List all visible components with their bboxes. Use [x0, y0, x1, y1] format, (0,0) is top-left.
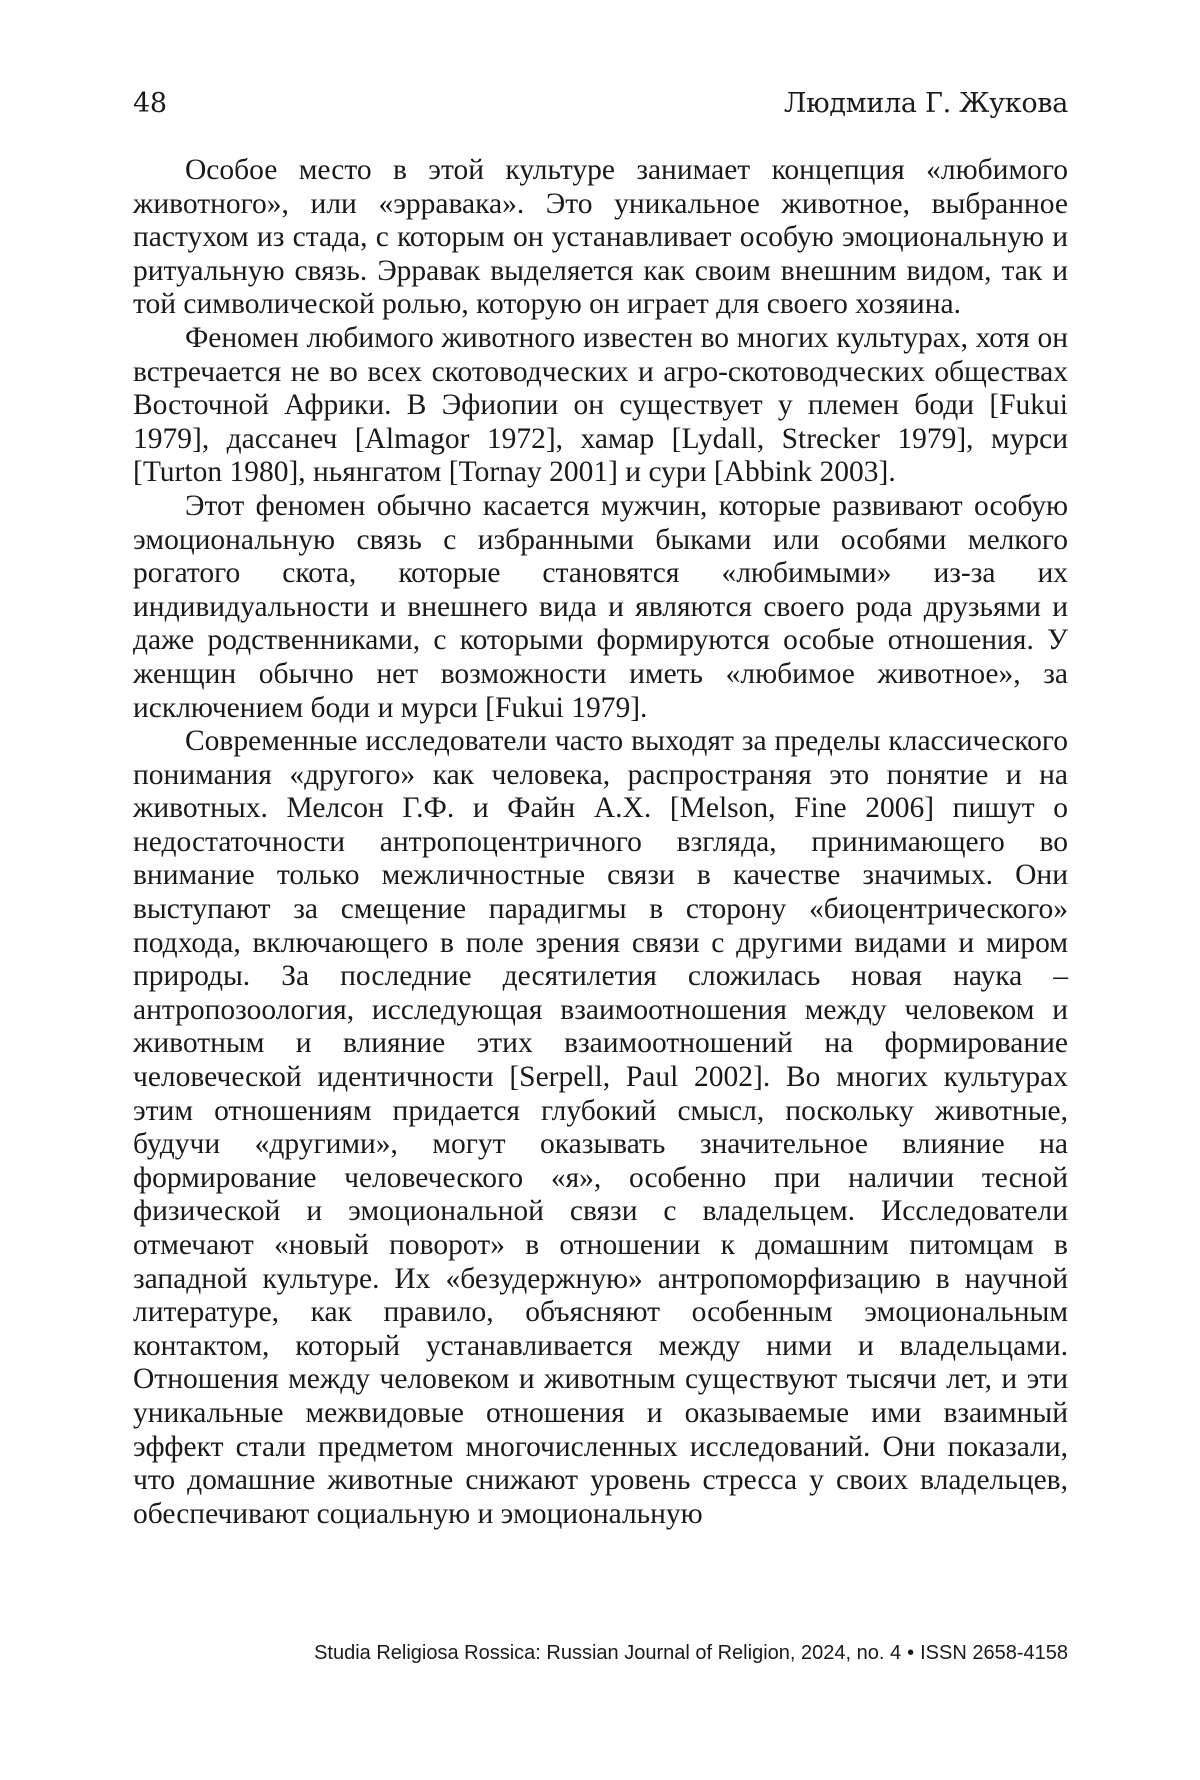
paragraph: Этот феномен обычно касается мужчин, которые развивают особую эмоциональную связь с избранными быками или особями мелкого рогатого скота, которые становятся «любимыми» из-за их индивидуальности и внешнего вида и являются своего рода друзьями и даже родственниками, с которыми формируются особые отношения. У женщин обычно нет возможности иметь «любимое животное», за исключением боди и мурси [Fukui 1979].	[133, 489, 1068, 724]
running-head	[133, 86, 1068, 122]
author-name: Людмила Г. Жукова	[783, 88, 1068, 119]
journal-page	[133, 0, 1068, 1780]
article-body	[133, 154, 1068, 1531]
issn: ISSN 2658-4158	[920, 1642, 1068, 1664]
paragraph: Феномен любимого животного известен во многих культурах, хотя он встречается не во всех скотоводческих и агро-скотоводческих обществах Восточной Африки. В Эфиопии он существует у племен боди [Fukui 1979], дассанеч [Almagor 1972], хамар [Lydall, Strecker 1979], мурси [Turton 1980], ньянгатом [Tornay 2001] и сури [Abbink 2003].	[133, 321, 1068, 489]
page-number: 48	[133, 88, 167, 119]
footer-separator: •	[907, 1642, 915, 1664]
page-footer	[314, 1640, 1068, 1666]
paragraph: Современные исследователи часто выходят за пределы классического понимания «другого» как человека, распространяя это понятие и на животных. Мелсон Г.Ф. и Файн А.Х. [Melson, Fine 2006] пишут о недостаточности антропоцентричного взгляда, принимающего во внимание только межличностные связи в качестве значимых. Они выступают за смещение парадигмы в сторону «биоцентрического» подхода, включающего в поле зрения связи с другими видами и миром природы. За последние десятилетия сложилась новая наука – антропозоология, исследующая взаимоотношения между человеком и животным и влияние этих взаимоотношений на формирование человеческой идентичности [Serpell, Paul 2002]. Во многих культурах этим отношениям придается глубокий смысл, поскольку животные, будучи «другими», могут оказывать значительное влияние на формирование человеческого «я», особенно при наличии тесной физической и эмоциональной связи с владельцем. Исследователи отмечают «новый поворот» в отношении к домашним питомцам в западной культуре. Их «безудержную» антропоморфизацию в научной литературе, как правило, объясняют особенным эмоциональным контактом, который устанавливается между ними и владельцами. Отношения между человеком и животным существуют тысячи лет, и эти уникальные межвидовые отношения и оказываемые ими взаимный эффект стали предметом многочисленных исследований. Они показали, что домашние животные снижают уровень стресса у своих владельцев, обеспечивают социальную и эмоциональную	[133, 725, 1068, 1530]
journal-citation: Studia Religiosa Rossica: Russian Journal of Religion, 2024, no. 4	[314, 1642, 902, 1664]
paragraph: Особое место в этой культуре занимает концепция «любимого животного», или «эрравака». Это уникальное животное, выбранное пастухом из стада, с которым он устанавливает особую эмоциональную и ритуальную связь. Эрравак выделяется как своим внешним видом, так и той символической ролью, которую он играет для своего хозяина.	[133, 154, 1068, 321]
